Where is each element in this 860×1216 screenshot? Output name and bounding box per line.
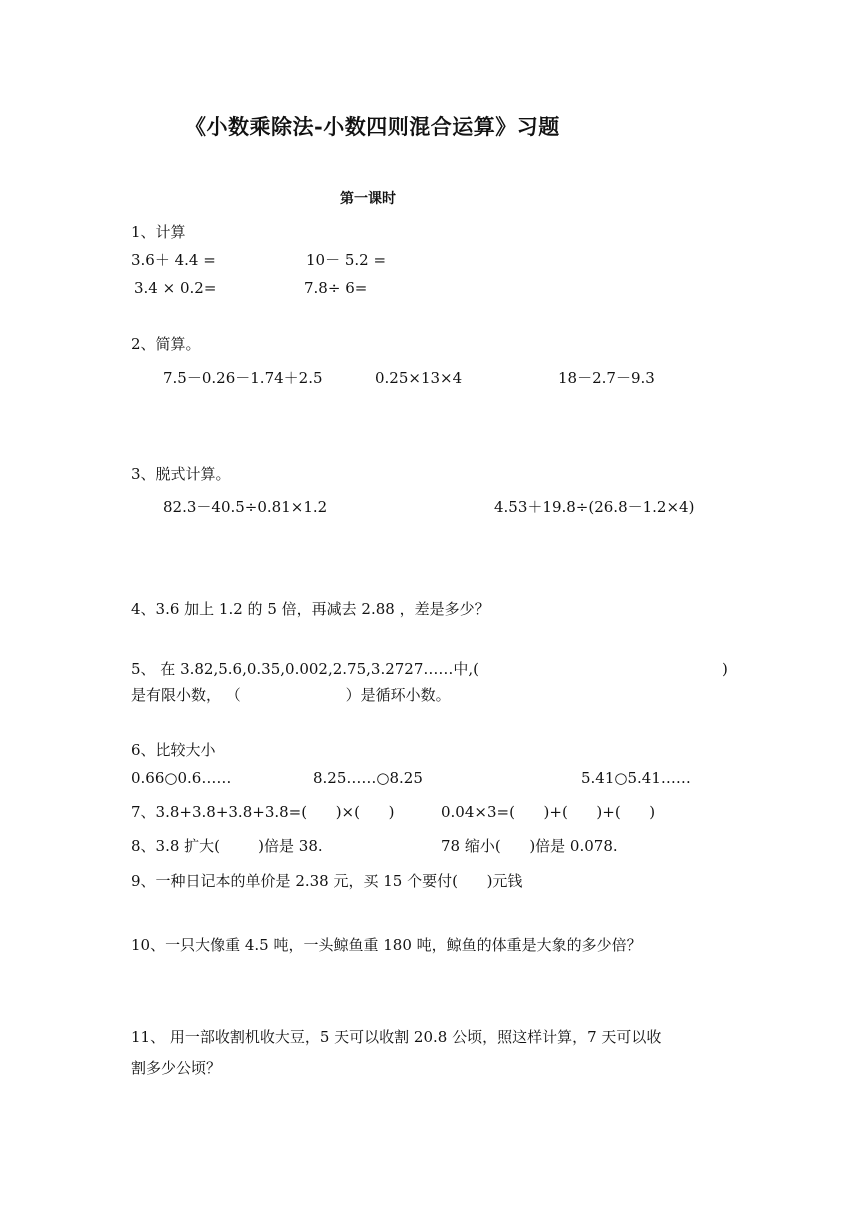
q1-item-1: 3.6＋ 4.4 = (131, 251, 216, 269)
q6-item-3: 5.41○5.41…… (581, 769, 691, 787)
q9-text: 9、一种日记本的单价是 2.38 元，买 15 个要付( )元钱 (131, 872, 523, 890)
q3-label: 3、脱式计算。 (131, 465, 231, 483)
q1-item-2: 10－ 5.2 = (306, 251, 387, 269)
page-title: 《小数乘除法-小数四则混合运算》习题 (185, 114, 560, 139)
q6-label: 6、比较大小 (131, 741, 216, 759)
q4-text: 4、3.6 加上 1.2 的 5 倍，再减去 2.88 ，差是多少？ (131, 600, 490, 618)
q7-part-b: 0.04×3=( )+( )+( ) (441, 803, 656, 821)
q6-item-1: 0.66○0.6…… (131, 769, 232, 787)
q5-line-1: 5、 在 3.82,5.6,0.35,0.002,2.75,3.2727……中,( (131, 660, 480, 678)
q2-label: 2、简算。 (131, 335, 201, 353)
q10-text: 10、一只大像重 4.5 吨，一头鲸鱼重 180 吨，鲸鱼的体重是大象的多少倍？ (131, 936, 642, 954)
q11-line-1: 11、 用一部收割机收大豆，5 天可以收割 20.8 公顷，照这样计算，7 天可以收 (131, 1028, 662, 1046)
q2-item-2: 0.25×13×4 (375, 369, 463, 387)
q1-item-3: 3.4 × 0.2= (134, 279, 217, 297)
q8-part-b: 78 缩小( )倍是 0.078. (441, 837, 618, 855)
q11-line-2: 割多少公顷？ (131, 1059, 222, 1077)
lesson-heading: 第一课时 (340, 191, 396, 207)
q7-part-a: 7、3.8+3.8+3.8+3.8=( )×( ) (131, 803, 395, 821)
q2-item-1: 7.5－0.26－1.74＋2.5 (163, 369, 323, 387)
q3-item-1: 82.3－40.5÷0.81×1.2 (163, 498, 328, 516)
q2-item-3: 18－2.7－9.3 (558, 369, 655, 387)
q5-close-paren: ) (722, 660, 728, 678)
q1-label: 1、计算 (131, 223, 186, 241)
q1-item-4: 7.8÷ 6= (304, 279, 368, 297)
q6-item-2: 8.25……○8.25 (313, 769, 423, 787)
q8-part-a: 8、3.8 扩大( )倍是 38. (131, 837, 323, 855)
q5-line-2: 是有限小数， （ ）是循环小数。 (131, 686, 451, 704)
q3-item-2: 4.53＋19.8÷(26.8－1.2×4) (494, 498, 695, 516)
